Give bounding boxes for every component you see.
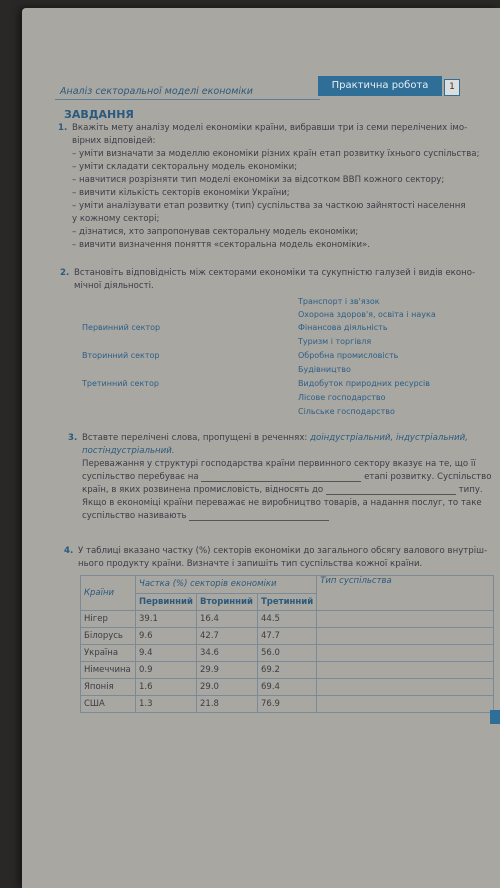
task1-option: – уміти аналізувати етап розвитку (тип) суспільства за часткою зайнятості населення xyxy=(72,201,466,211)
col-primary: Первинний xyxy=(136,593,197,611)
task3-words: доіндустріальний, індустріальний, xyxy=(310,433,468,443)
sector-label: Третинний сектор xyxy=(82,379,159,388)
answer-cell[interactable] xyxy=(317,662,494,679)
task1-option: – уміти складати секторальну модель економіки; xyxy=(72,162,298,172)
answer-cell[interactable] xyxy=(317,679,494,696)
industry-label: Обробна промисловість xyxy=(298,351,399,360)
task3-sentence-part: країн, в яких розвинена промисловість, відносять до xyxy=(82,485,324,495)
col-share: Частка (%) секторів економіки xyxy=(136,576,317,594)
task1-line: вірних відповідей: xyxy=(72,136,156,146)
task4-number: 4. xyxy=(64,546,74,556)
secondary-cell: 29.0 xyxy=(197,679,258,696)
industry-label: Сільське господарство xyxy=(298,407,395,416)
work-number: 1 xyxy=(444,79,460,96)
task1-option: – вивчити визначення поняття «секторальна модель економіки». xyxy=(72,240,371,250)
task3-sentence: Переважання у структурі господарства країни первинного сектору вказує на те, що її xyxy=(82,459,476,469)
task3-sentence xyxy=(82,472,491,482)
answer-cell[interactable] xyxy=(317,696,494,713)
task1-number: 1. xyxy=(58,123,68,133)
task3-sentence xyxy=(82,511,329,521)
task1-option: у кожному секторі; xyxy=(72,214,160,224)
task3-number: 3. xyxy=(68,433,78,443)
sector-label: Первинний сектор xyxy=(82,323,161,332)
task2-number: 2. xyxy=(60,268,70,278)
sector-label: Вторинний сектор xyxy=(82,351,160,360)
primary-cell: 1.3 xyxy=(136,696,197,713)
answer-cell[interactable] xyxy=(317,628,494,645)
industry-label: Лісове господарство xyxy=(298,393,386,402)
secondary-cell: 29.9 xyxy=(197,662,258,679)
country-cell: Японія xyxy=(81,679,136,696)
task1-option: – уміти визначати за моделлю економіки різних країн етап розвитку їхнього суспільства; xyxy=(72,149,480,159)
col-secondary: Вторинний xyxy=(197,593,258,611)
section-title: Аналіз секторальної моделі економіки xyxy=(60,86,253,97)
table-row xyxy=(81,696,494,713)
table-row xyxy=(81,645,494,662)
task3-sentence-part: суспільство називають xyxy=(82,511,187,521)
task1-option: – дізнатися, хто запропонував секторальну модель економіки; xyxy=(72,227,359,237)
primary-cell: 1.6 xyxy=(136,679,197,696)
primary-cell: 9.6 xyxy=(136,628,197,645)
country-cell: Нігер xyxy=(81,611,136,628)
country-cell: Німеччина xyxy=(81,662,136,679)
industry-label: Транспорт і зв'язок xyxy=(298,297,380,306)
answer-blank[interactable] xyxy=(189,520,329,521)
task3-sentence: Якщо в економіці країни переважає не виробництво товарів, а надання послуг, то таке xyxy=(82,498,482,508)
tertiary-cell: 76.9 xyxy=(258,696,317,713)
country-cell: Україна xyxy=(81,645,136,662)
country-cell: Білорусь xyxy=(81,628,136,645)
secondary-cell: 42.7 xyxy=(197,628,258,645)
tertiary-cell: 56.0 xyxy=(258,645,317,662)
country-cell: США xyxy=(81,696,136,713)
tertiary-cell: 44.5 xyxy=(258,611,317,628)
tasks-heading: ЗАВДАННЯ xyxy=(64,108,134,121)
header-underline xyxy=(55,99,320,100)
secondary-cell: 34.6 xyxy=(197,645,258,662)
task3-intro-text: Вставте перелічені слова, пропущені в реченнях: xyxy=(82,433,308,443)
industry-label: Фінансова діяльність xyxy=(298,323,388,332)
answer-blank[interactable] xyxy=(326,494,456,495)
task1-line: Вкажіть мету аналізу моделі економіки країни, вибравши три із семи перелічених імо- xyxy=(72,123,468,133)
tertiary-cell: 47.7 xyxy=(258,628,317,645)
secondary-cell: 21.8 xyxy=(197,696,258,713)
table-row xyxy=(81,611,494,628)
task3-words-cont: постіндустріальний. xyxy=(82,446,175,456)
answer-cell[interactable] xyxy=(317,611,494,628)
tertiary-cell: 69.4 xyxy=(258,679,317,696)
industry-label: Будівництво xyxy=(298,365,351,374)
task4-line: У таблиці вказано частку (%) секторів економіки до загального обсягу валового внутріш- xyxy=(78,546,488,556)
table-row xyxy=(81,628,494,645)
page-edge-tab xyxy=(490,710,500,724)
industry-label: Видобуток природних ресурсів xyxy=(298,379,430,388)
task2-line: Встановіть відповідність між секторами економіки та сукупністю галузей і видів еконо- xyxy=(74,268,476,278)
task4-line: нього продукту країни. Визначте і запишіть тип суспільства кожної країни. xyxy=(78,559,423,569)
col-society-type: Тип суспільства xyxy=(317,576,494,611)
task3-intro xyxy=(82,433,468,443)
task2-line: мічної діяльності. xyxy=(74,281,154,291)
col-country: Країни xyxy=(81,576,136,611)
tertiary-cell: 69.2 xyxy=(258,662,317,679)
industry-label: Охорона здоров'я, освіта і наука xyxy=(298,310,436,319)
practical-work-label: Практична робота xyxy=(318,76,442,96)
table-header-row xyxy=(81,576,494,594)
primary-cell: 0.9 xyxy=(136,662,197,679)
col-tertiary: Третинний xyxy=(258,593,317,611)
table-row xyxy=(81,662,494,679)
task3-sentence-part: суспільство перебуває на xyxy=(82,472,199,482)
primary-cell: 9.4 xyxy=(136,645,197,662)
table-row xyxy=(81,679,494,696)
task1-option: – вивчити кількість секторів економіки України; xyxy=(72,188,290,198)
primary-cell: 39.1 xyxy=(136,611,197,628)
task3-sentence-part: етапі розвитку. Суспільство xyxy=(364,472,492,482)
answer-blank[interactable] xyxy=(201,481,361,482)
task1-option: – навчитися розрізняти тип моделі економіки за відсотком ВВП кожного сектору; xyxy=(72,175,445,185)
task3-sentence-part: типу. xyxy=(458,485,483,495)
answer-cell[interactable] xyxy=(317,645,494,662)
gdp-sectors-table xyxy=(80,575,494,713)
task3-sentence xyxy=(82,485,483,495)
industry-label: Туризм і торгівля xyxy=(298,337,372,346)
secondary-cell: 16.4 xyxy=(197,611,258,628)
